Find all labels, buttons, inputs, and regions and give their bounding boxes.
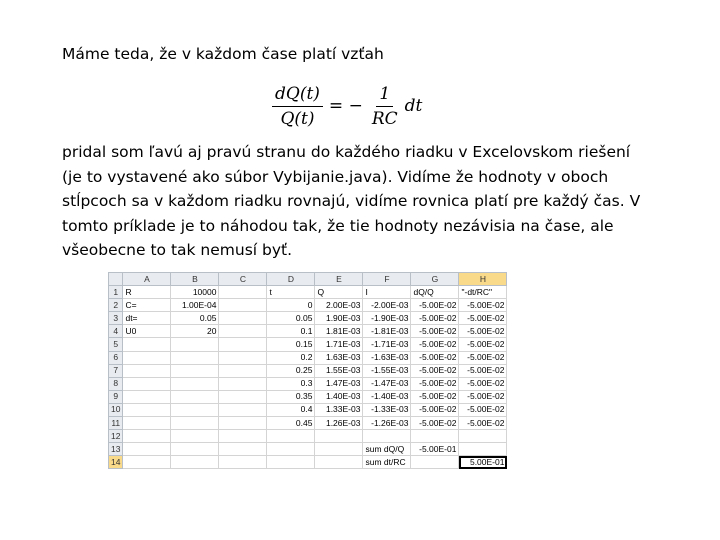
cell-f10[interactable]: -1.33E-03: [363, 403, 411, 416]
sheet-row: [109, 430, 507, 443]
cell-c7[interactable]: [219, 364, 267, 377]
column-header-g[interactable]: G: [411, 273, 459, 286]
cell-f2[interactable]: -2.00E-03: [363, 299, 411, 312]
lhs-fraction: [272, 84, 323, 129]
sheet-row: [109, 312, 507, 325]
explanation-paragraph: [62, 140, 702, 263]
cell-e11[interactable]: 1.26E-03: [315, 417, 363, 430]
cell-e1[interactable]: Q: [315, 286, 363, 299]
cell-g5[interactable]: -5.00E-02: [411, 338, 459, 351]
cell-h2[interactable]: -5.00E-02: [459, 299, 507, 312]
cell-d12[interactable]: [267, 430, 315, 443]
cell-d4[interactable]: 0.1: [267, 325, 315, 338]
cell-g8[interactable]: -5.00E-02: [411, 377, 459, 390]
cell-b8[interactable]: [171, 377, 219, 390]
row-header[interactable]: 6: [109, 351, 123, 364]
cell-g9[interactable]: -5.00E-02: [411, 390, 459, 403]
row-header[interactable]: 7: [109, 364, 123, 377]
cell-a4[interactable]: U0: [123, 325, 171, 338]
cell-e5[interactable]: 1.71E-03: [315, 338, 363, 351]
cell-h7[interactable]: -5.00E-02: [459, 364, 507, 377]
cell-d14[interactable]: [267, 456, 315, 469]
cell-b14[interactable]: [171, 456, 219, 469]
cell-f4[interactable]: -1.81E-03: [363, 325, 411, 338]
cell-h6[interactable]: -5.00E-02: [459, 351, 507, 364]
cell-h1[interactable]: "-dt/RC": [459, 286, 507, 299]
rhs-numerator: 1: [376, 84, 393, 107]
cell-d6[interactable]: 0.2: [267, 351, 315, 364]
sheet-row: [109, 443, 507, 456]
cell-a5[interactable]: [123, 338, 171, 351]
paragraph-line: tomto príklade je to náhodou tak, že tie hodnoty nezávisia na čase, ale: [62, 216, 614, 235]
cell-e10[interactable]: 1.33E-03: [315, 403, 363, 416]
sheet-row: [109, 403, 507, 416]
cell-b12[interactable]: [171, 430, 219, 443]
cell-f1[interactable]: I: [363, 286, 411, 299]
spreadsheet-screenshot: [108, 272, 507, 469]
cell-c9[interactable]: [219, 390, 267, 403]
row-header[interactable]: 12: [109, 430, 123, 443]
cell-h3[interactable]: -5.00E-02: [459, 312, 507, 325]
sheet-row: [109, 456, 507, 469]
cell-a9[interactable]: [123, 390, 171, 403]
cell-g4[interactable]: -5.00E-02: [411, 325, 459, 338]
cell-a14[interactable]: [123, 456, 171, 469]
sheet-row: [109, 351, 507, 364]
sheet-row: [109, 364, 507, 377]
cell-d11[interactable]: 0.45: [267, 417, 315, 430]
cell-d9[interactable]: 0.35: [267, 390, 315, 403]
cell-b2[interactable]: 1.00E-04: [171, 299, 219, 312]
cell-b5[interactable]: [171, 338, 219, 351]
cell-f5[interactable]: -1.71E-03: [363, 338, 411, 351]
cell-d3[interactable]: 0.05: [267, 312, 315, 325]
cell-c6[interactable]: [219, 351, 267, 364]
cell-d10[interactable]: 0.4: [267, 403, 315, 416]
cell-g3[interactable]: -5.00E-02: [411, 312, 459, 325]
cell-h10[interactable]: -5.00E-02: [459, 403, 507, 416]
cell-h5[interactable]: -5.00E-02: [459, 338, 507, 351]
cell-g12[interactable]: [411, 430, 459, 443]
cell-h13[interactable]: [459, 443, 507, 456]
column-header-f[interactable]: F: [363, 273, 411, 286]
row-header[interactable]: 1: [109, 286, 123, 299]
sheet-row: [109, 286, 507, 299]
lhs-denominator: Q(t): [280, 108, 315, 129]
sheet-row: [109, 377, 507, 390]
cell-b6[interactable]: [171, 351, 219, 364]
row-header[interactable]: 14: [109, 456, 123, 469]
sheet-row: [109, 325, 507, 338]
column-header-b[interactable]: B: [171, 273, 219, 286]
equals-minus: = −: [328, 96, 363, 116]
paragraph-line: (je to vystavené ako súbor Vybijanie.java). Vidíme že hodnoty v oboch: [62, 167, 609, 186]
sheet-row: [109, 417, 507, 430]
cell-f14[interactable]: sum dt/RC: [363, 456, 411, 469]
row-header[interactable]: 9: [109, 390, 123, 403]
column-header-a[interactable]: A: [123, 273, 171, 286]
cell-h4[interactable]: -5.00E-02: [459, 325, 507, 338]
cell-g14[interactable]: [411, 456, 459, 469]
cell-e13[interactable]: [315, 443, 363, 456]
cell-a7[interactable]: [123, 364, 171, 377]
cell-c14[interactable]: [219, 456, 267, 469]
cell-d13[interactable]: [267, 443, 315, 456]
cell-d1[interactable]: t: [267, 286, 315, 299]
cell-b3[interactable]: 0.05: [171, 312, 219, 325]
cell-b11[interactable]: [171, 417, 219, 430]
rhs-fraction: [369, 84, 401, 129]
differential: dt: [404, 96, 423, 116]
cell-g2[interactable]: -5.00E-02: [411, 299, 459, 312]
cell-e4[interactable]: 1.81E-03: [315, 325, 363, 338]
cell-e8[interactable]: 1.47E-03: [315, 377, 363, 390]
cell-e14[interactable]: [315, 456, 363, 469]
row-header[interactable]: 3: [109, 312, 123, 325]
cell-c4[interactable]: [219, 325, 267, 338]
cell-h9[interactable]: -5.00E-02: [459, 390, 507, 403]
cell-h14[interactable]: 5.00E-01: [459, 456, 507, 469]
intro-text: Máme teda, že v každom čase platí vzťah: [62, 45, 384, 63]
cell-h12[interactable]: [459, 430, 507, 443]
cell-e6[interactable]: 1.63E-03: [315, 351, 363, 364]
row-header[interactable]: 11: [109, 417, 123, 430]
cell-e9[interactable]: 1.40E-03: [315, 390, 363, 403]
cell-f6[interactable]: -1.63E-03: [363, 351, 411, 364]
cell-h11[interactable]: -5.00E-02: [459, 417, 507, 430]
cell-f13[interactable]: sum dQ/Q: [363, 443, 411, 456]
cell-c10[interactable]: [219, 403, 267, 416]
cell-a2[interactable]: C=: [123, 299, 171, 312]
cell-g7[interactable]: -5.00E-02: [411, 364, 459, 377]
paragraph-line: pridal som ľavú aj pravú stranu do každého riadku v Excelovskom riešení: [62, 143, 631, 161]
cell-h8[interactable]: -5.00E-02: [459, 377, 507, 390]
cell-a13[interactable]: [123, 443, 171, 456]
cell-c8[interactable]: [219, 377, 267, 390]
cell-b1[interactable]: 10000: [171, 286, 219, 299]
cell-a8[interactable]: [123, 377, 171, 390]
cell-f12[interactable]: [363, 430, 411, 443]
cell-g1[interactable]: dQ/Q: [411, 286, 459, 299]
cell-g6[interactable]: -5.00E-02: [411, 351, 459, 364]
column-header-e[interactable]: E: [315, 273, 363, 286]
cell-d8[interactable]: 0.3: [267, 377, 315, 390]
column-header-c[interactable]: C: [219, 273, 267, 286]
cell-a12[interactable]: [123, 430, 171, 443]
cell-b4[interactable]: 20: [171, 325, 219, 338]
cell-f9[interactable]: -1.40E-03: [363, 390, 411, 403]
cell-c13[interactable]: [219, 443, 267, 456]
cell-b10[interactable]: [171, 403, 219, 416]
cell-e2[interactable]: 2.00E-03: [315, 299, 363, 312]
row-header[interactable]: 10: [109, 403, 123, 416]
row-header[interactable]: 2: [109, 299, 123, 312]
sheet-row: [109, 390, 507, 403]
cell-f7[interactable]: -1.55E-03: [363, 364, 411, 377]
cell-a10[interactable]: [123, 403, 171, 416]
cell-c11[interactable]: [219, 417, 267, 430]
cell-d5[interactable]: 0.15: [267, 338, 315, 351]
cell-e12[interactable]: [315, 430, 363, 443]
cell-g11[interactable]: -5.00E-02: [411, 417, 459, 430]
row-header[interactable]: 4: [109, 325, 123, 338]
cell-c5[interactable]: [219, 338, 267, 351]
cell-d2[interactable]: 0: [267, 299, 315, 312]
cell-e3[interactable]: 1.90E-03: [315, 312, 363, 325]
cell-d7[interactable]: 0.25: [267, 364, 315, 377]
sheet-row: [109, 338, 507, 351]
row-header[interactable]: 13: [109, 443, 123, 456]
cell-f11[interactable]: -1.26E-03: [363, 417, 411, 430]
column-header-d[interactable]: D: [267, 273, 315, 286]
cell-g10[interactable]: -5.00E-02: [411, 403, 459, 416]
cell-e7[interactable]: 1.55E-03: [315, 364, 363, 377]
corner-cell: [109, 273, 123, 286]
lhs-numerator: dQ(t): [272, 84, 323, 107]
cell-a1[interactable]: R: [123, 286, 171, 299]
cell-a3[interactable]: dt=: [123, 312, 171, 325]
cell-f3[interactable]: -1.90E-03: [363, 312, 411, 325]
rhs-denominator: RC: [371, 108, 398, 129]
row-header[interactable]: 8: [109, 377, 123, 390]
cell-f8[interactable]: -1.47E-03: [363, 377, 411, 390]
equation: [272, 78, 422, 134]
cell-a6[interactable]: [123, 351, 171, 364]
paragraph-line: stĺpcoch sa v každom riadku rovnajú, vidíme rovnica platí pre každý čas. V: [62, 192, 641, 210]
cell-b9[interactable]: [171, 390, 219, 403]
cell-a11[interactable]: [123, 417, 171, 430]
cell-b7[interactable]: [171, 364, 219, 377]
cell-c3[interactable]: [219, 312, 267, 325]
paragraph-line: všeobecne to tak nemusí byť.: [62, 241, 293, 259]
column-header-h[interactable]: H: [459, 273, 507, 286]
cell-c12[interactable]: [219, 430, 267, 443]
row-header[interactable]: 5: [109, 338, 123, 351]
sheet-row: [109, 299, 507, 312]
cell-c2[interactable]: [219, 299, 267, 312]
cell-c1[interactable]: [219, 286, 267, 299]
cell-g13[interactable]: -5.00E-01: [411, 443, 459, 456]
cell-b13[interactable]: [171, 443, 219, 456]
